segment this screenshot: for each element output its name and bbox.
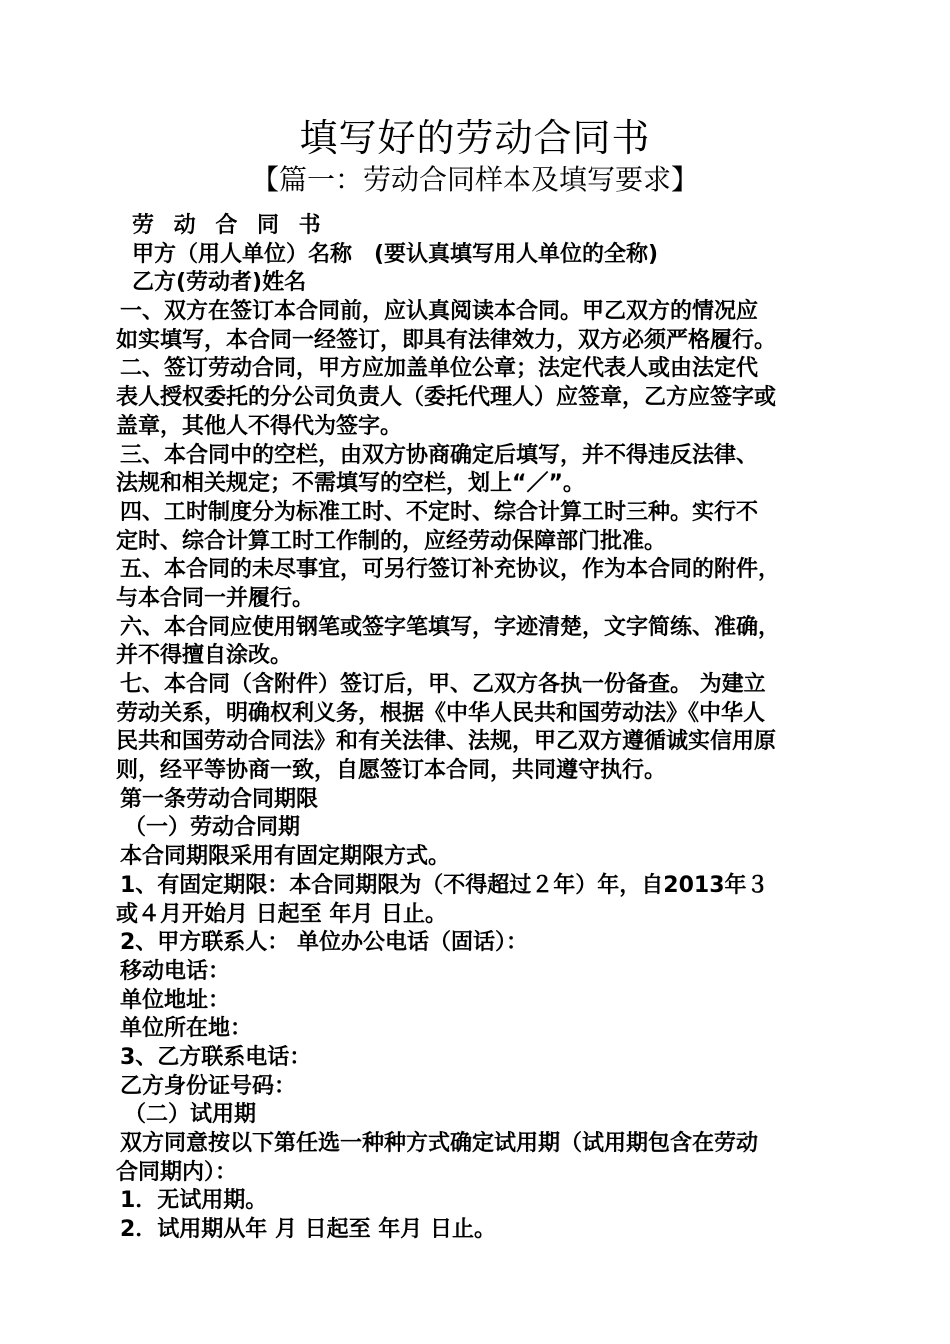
paragraph-line: 定时、综合计算工时工作制的，应经劳动保障部门批准。 [116,528,667,554]
paragraph-line: 与本合同一并履行。 [116,585,315,611]
paragraph-line: 盖章，其他人不得代为签字。 [116,413,403,439]
paragraph-line: 二、签订劳动合同，甲方应加盖单位公章；法定代表人或由法定代 [120,356,759,382]
form-field-line: 单位所在地： [120,1016,253,1042]
paragraph-line: 法规和相关规定；不需填写的空栏，划上“／”。 [116,471,585,497]
party-a-name-line: 甲方（用人单位）名称 (要认真填写用人单位的全称) [132,241,659,267]
form-field-line: 移动电话： [120,958,231,984]
paragraph-line: 五、本合同的未尽事宜，可另行签订补充协议，作为本合同的附件， [120,557,781,583]
paragraph-line: 则，经平等协商一致，自愿签订本合同，共同遵守执行。 [116,758,667,784]
section-heading: （二）试用期 [124,1102,257,1128]
form-field-line: 2、甲方联系人： 单位办公电话（固话）： [120,930,528,956]
paragraph-line: 劳动关系，明确权利义务，根据《中华人民共和国劳动法》《中华人 [116,700,766,726]
document-subtitle: 【篇一：劳动合同样本及填写要求】 [250,163,699,196]
paragraph-line: 本合同期限采用有固定期限方式。 [120,844,451,870]
form-field-line: 乙方身份证号码： [120,1073,297,1099]
list-item: 2．试用期从年 月 日起至 年月 日止。 [120,1217,496,1243]
paragraph-line: 并不得擅自涂改。 [116,643,293,669]
document-body [116,212,840,1245]
paragraph-line: 或４月开始月 日起至 年月 日止。 [116,901,447,927]
form-field-line: 3、乙方联系电话： [120,1044,312,1070]
paragraph-line: 双方同意按以下第任选一种种方式确定试用期（试用期包含在劳动 [120,1131,759,1156]
paragraph-line: 表人授权委托的分公司负责人（委托代理人）应签章，乙方应签字或 [116,385,777,411]
section-heading: （一）劳动合同期 [124,815,301,841]
paragraph-line: 三、本合同中的空栏，由双方协商确定后填写，并不得违反法律、 [120,442,759,468]
list-item: 1．无试用期。 [120,1188,268,1214]
paragraph-line: 六、本合同应使用钢笔或签字笔填写，字迹清楚，文字简练、准确， [120,614,781,640]
paragraph-line: 四、工时制度分为标准工时、不定时、综合计算工时三种。实行不 [120,499,759,525]
paragraph-line: 合同期内）： [116,1159,238,1185]
paragraph-line: 如实填写，本合同一经签订，即具有法律效力，双方必须严格履行。 [116,327,777,353]
article-heading: 第一条劳动合同期限 [120,786,319,812]
paragraph-line: 1、有固定期限：本合同期限为（不得超过２年）年，自2013年３ [120,872,769,898]
document-title: 填写好的劳动合同书 [299,116,651,160]
form-field-line: 单位地址： [120,987,231,1013]
paragraph-line: 民共和国劳动合同法》和有关法律、法规，甲乙双方遵循诚实信用原 [116,729,777,755]
paragraph-line: 七、本合同（含附件）签订后，甲、乙双方各执一份备查。 为建立 [120,672,766,697]
party-b-name-line: 乙方(劳动者)姓名 [132,270,307,296]
contract-heading: 劳 动 合 同 书 [132,213,327,238]
paragraph-line: 一、双方在签订本合同前，应认真阅读本合同。甲乙双方的情况应 [120,299,759,325]
